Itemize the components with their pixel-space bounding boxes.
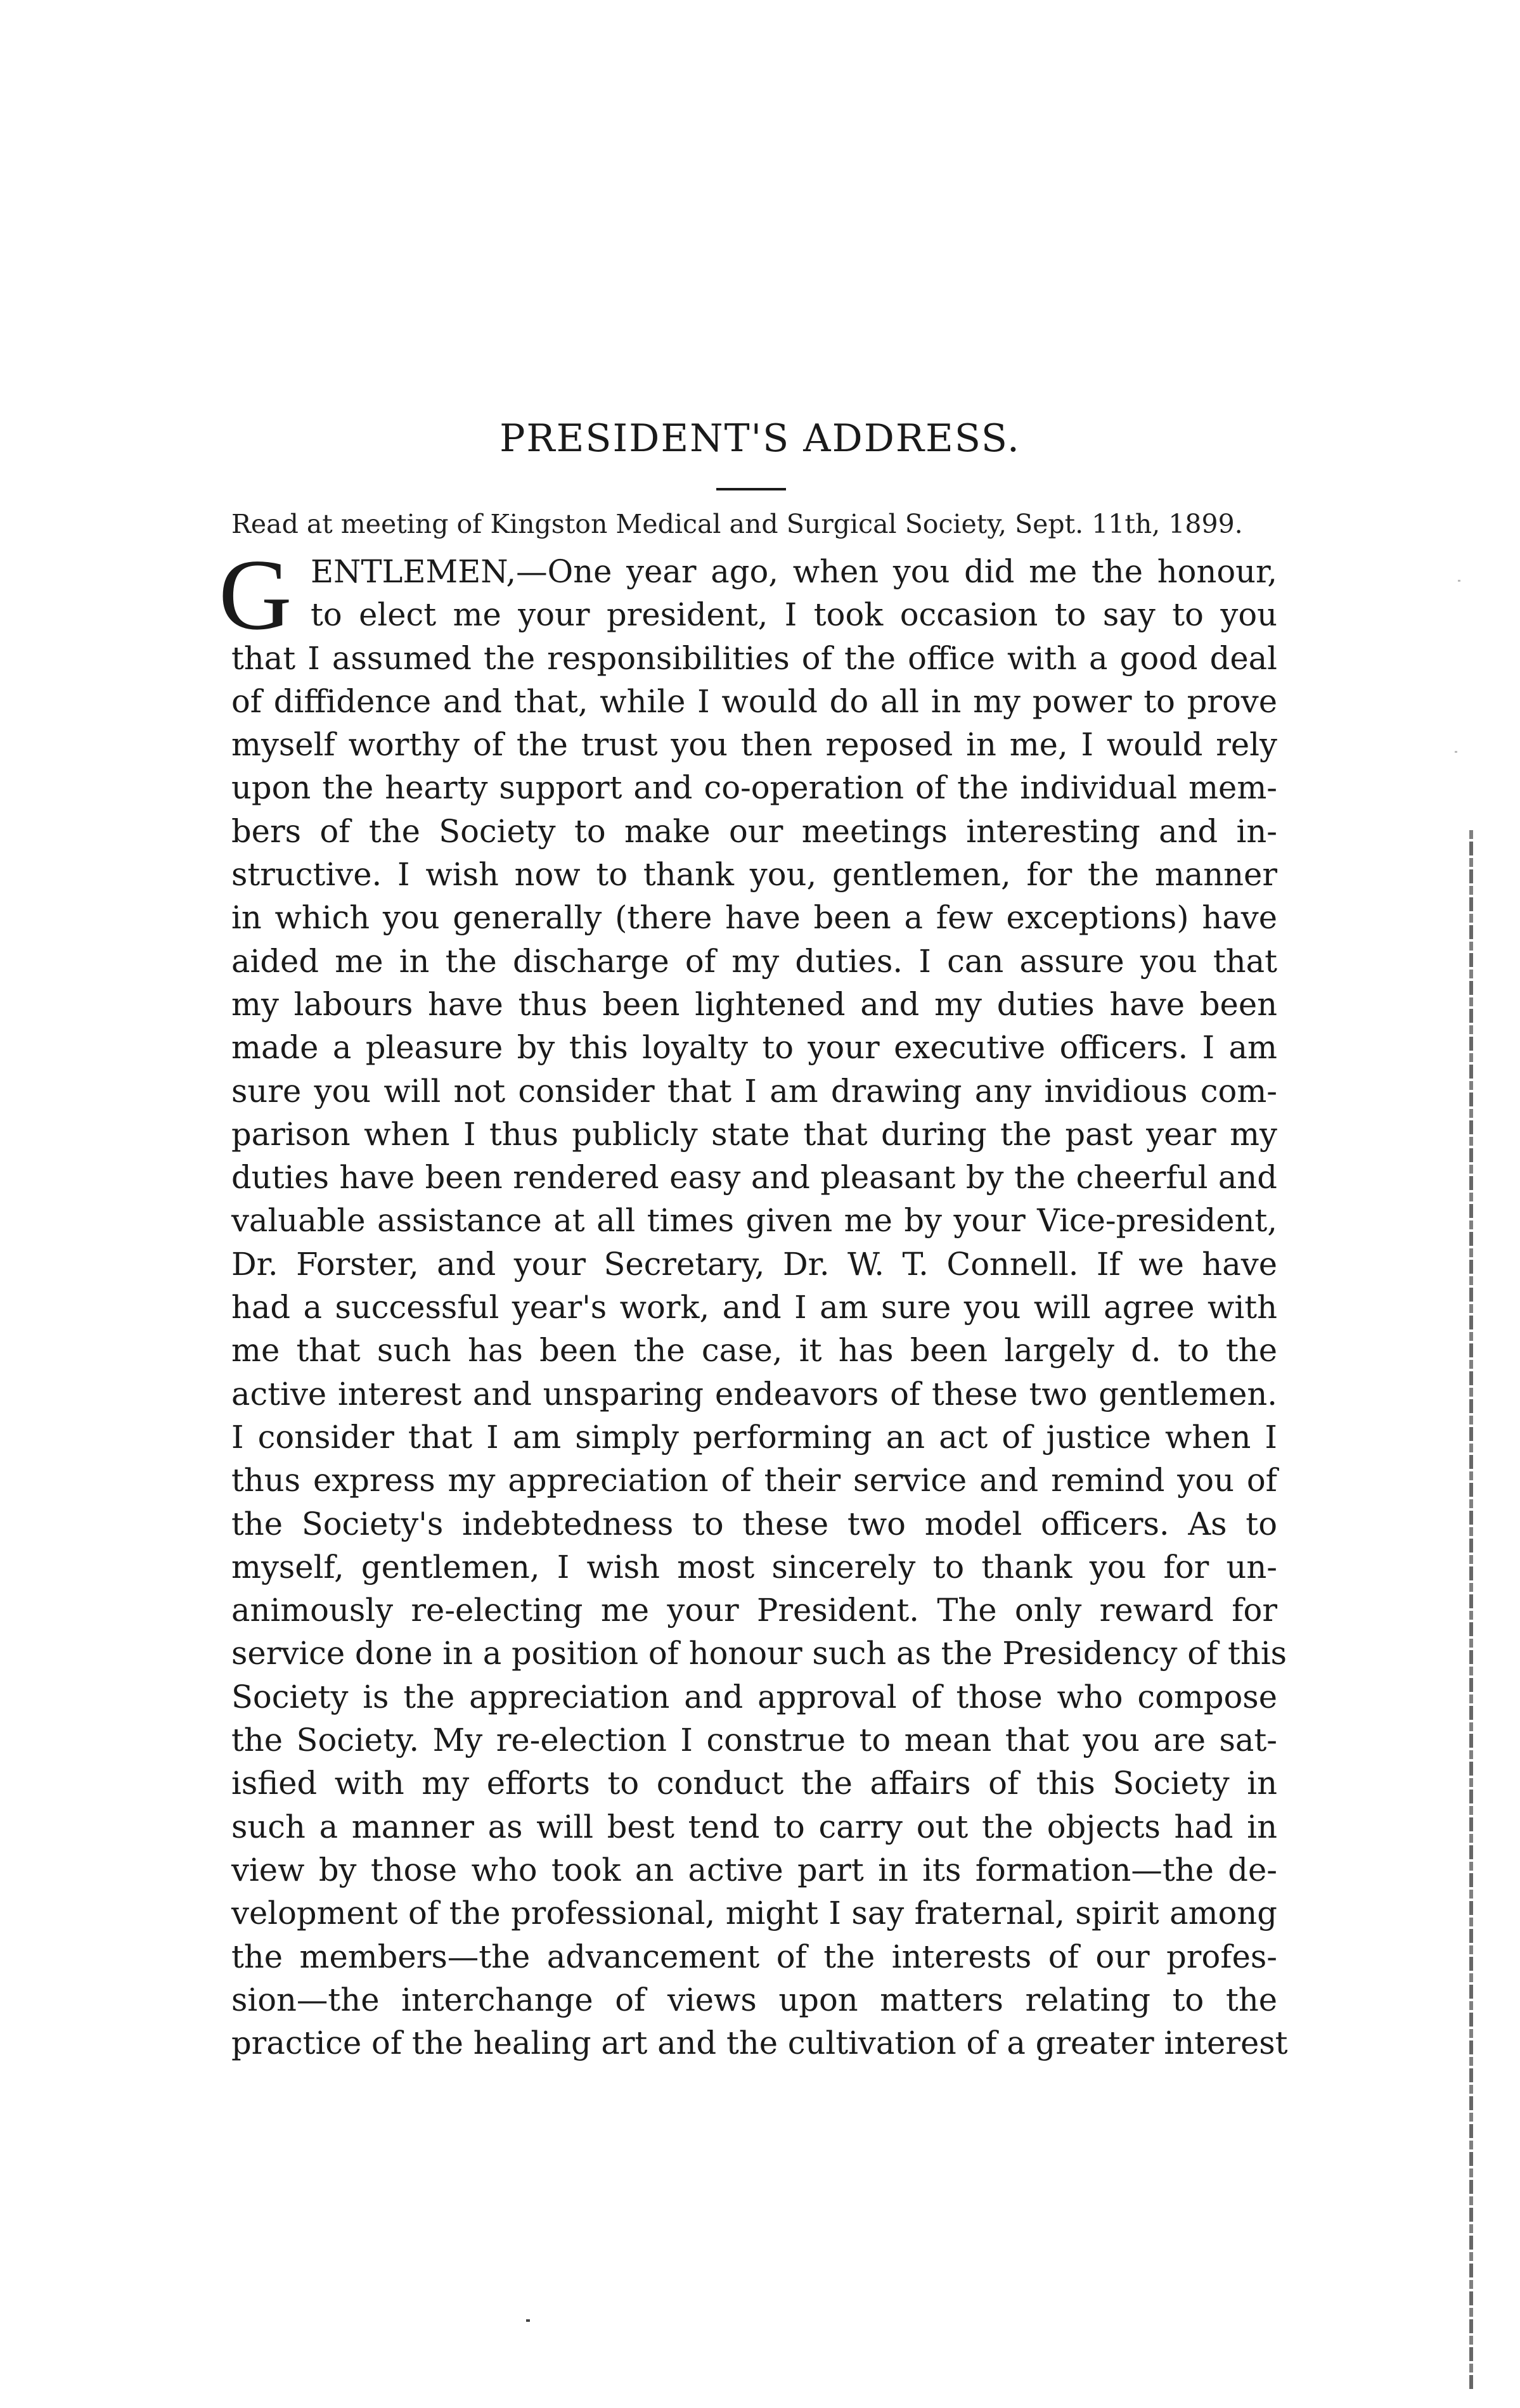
scan-speck <box>526 2319 530 2322</box>
body-line-34: sion—the interchange of views upon matters relating to the <box>231 1981 1277 2018</box>
body-line-13: sure you will not consider that I am drawing any invidious com- <box>231 1072 1277 1110</box>
page-title: PRESIDENT'S ADDRESS. <box>499 416 1021 461</box>
body-line-23: the Society's indebtedness to these two model officers. As to <box>231 1505 1277 1542</box>
body-line-2: to elect me your president, I took occasion to say to you <box>311 596 1277 634</box>
body-line-27: Society is the appreciation and approval of those who compose <box>231 1678 1277 1715</box>
body-text <box>231 550 1288 2065</box>
body-line-29: isfied with my efforts to conduct the affairs of this Society in <box>231 1765 1277 1802</box>
body-line-14: parison when I thus publicly state that during the past year my <box>231 1115 1277 1153</box>
body-line-21: I consider that I am simply performing an act of justice when I <box>231 1418 1277 1456</box>
body-line-30: such a manner as will best tend to carry out the objects had in <box>231 1808 1277 1845</box>
body-line-35: practice of the healing art and the cultivation of a greater interest <box>231 2025 1288 2062</box>
body-line-17: Dr. Forster, and your Secretary, Dr. W. T. Connell. If we have <box>231 1245 1277 1283</box>
binding-shadow <box>1469 830 1473 2389</box>
body-line-25: animously re-electing me your President. The only reward for <box>231 1592 1277 1629</box>
body-line-16: valuable assistance at all times given me by your Vice-president, <box>231 1202 1277 1239</box>
body-line-5: myself worthy of the trust you then reposed in me, I would rely <box>231 726 1277 764</box>
body-line-9: in which you generally (there have been a few exceptions) have <box>231 899 1277 937</box>
body-line-24: myself, gentlemen, I wish most sincerely to thank you for un- <box>231 1548 1277 1585</box>
body-line-10: aided me in the discharge of my duties. I can assure you that <box>231 942 1277 980</box>
body-line-31: view by those who took an active part in its formation—the de- <box>231 1851 1277 1888</box>
body-line-28: the Society. My re-election I construe to mean that you are sat- <box>231 1722 1277 1759</box>
title-rule <box>716 488 786 490</box>
body-line-22: thus express my appreciation of their service and remind you of <box>231 1462 1277 1499</box>
drop-cap: G <box>219 538 292 651</box>
body-line-3: that I assumed the responsibilities of the office with a good deal <box>231 639 1277 677</box>
body-line-15: duties have been rendered easy and pleasant by the cheerful and <box>231 1159 1277 1196</box>
body-line-26: service done in a position of honour such as the Presidency of this <box>231 1635 1287 1672</box>
body-line-20: active interest and unsparing endeavors of these two gentlemen. <box>231 1375 1277 1412</box>
body-line-7: bers of the Society to make our meetings interesting and in- <box>231 812 1277 850</box>
body-line-6: upon the hearty support and co-operation of the individual mem- <box>231 769 1277 807</box>
body-line-8: structive. I wish now to thank you, gentlemen, for the manner <box>231 856 1277 893</box>
body-line-4: of diffidence and that, while I would do all in my power to prove <box>231 682 1277 720</box>
body-line-1: ENTLEMEN,—One year ago, when you did me the honour, <box>311 553 1277 590</box>
body-line-11: my labours have thus been lightened and my duties have been <box>231 985 1277 1023</box>
body-line-19: me that such has been the case, it has been largely d. to the <box>231 1332 1277 1369</box>
body-line-12: made a pleasure by this loyalty to your executive officers. I am <box>231 1029 1277 1066</box>
scan-speck <box>1455 751 1457 753</box>
scan-speck <box>1458 580 1460 582</box>
body-line-18: had a successful year's work, and I am sure you will agree with <box>231 1289 1277 1326</box>
body-line-33: the members—the advancement of the interests of our profes- <box>231 1938 1277 1975</box>
body-line-32: velopment of the professional, might I say fraternal, spirit among <box>231 1895 1277 1932</box>
page-subtitle: Read at meeting of Kingston Medical and Surgical Society, Sept. 11th, 1899. <box>231 509 1243 539</box>
